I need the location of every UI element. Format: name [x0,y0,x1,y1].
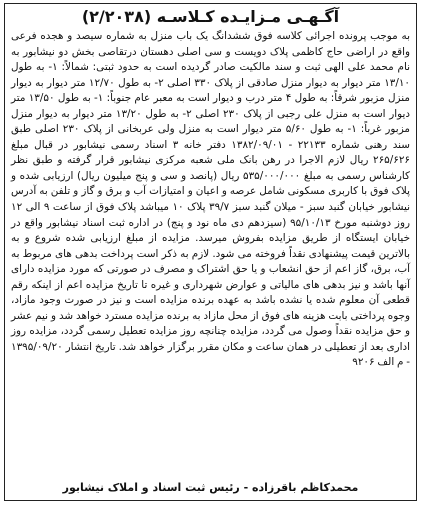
notice-signature: محمدکاظم باقرزاده - رئیس ثبت اسناد و املاک نیشابور [62,481,359,494]
notice-title: آگـهـی مـزایـده کـلاسـه (۲/۲۰۳۸) [81,7,340,26]
auction-notice [4,3,417,501]
notice-body: به موجب پرونده اجرائی کلاسه فوق ششدانگ یک باب منزل به شماره سیصد و هجده فرعی واقع در اراضی حاج کاظمی پلاک دویست و سی اصلی دهستان درتقاصی بخش دو نیشابور به نام محمد علی الهی ثبت و سند مالکیت صادر گردیده است به حدود ثبتی: شمالاً: ۱- به طول ۱۳/۱۰ متر دیوار به دیوار منزل صادقی از پلاک ۳۳۰ اصلی ۲- به طول ۱۲/۷۰ متر دیوار به دیوار منزل مزبور شرقاً: به طول ۴ متر درب و دیوار است به معبر عام جنوباً: ۱- به طول ۱۳/۵۰ متر دیوار است به منزل علی رجبی از پلاک ۲۳۰ اصلی ۲- به طول ۱۳/۲۰ متر دیوار به دیوار منزل مزبور غرباً: ۱- به طول ۵/۶۰ متر دیوار است به منزل ولی عربخانی از پلاک ۲۳۰ اصلی طبق سند رهنی شماره ۲۲۱۳۳ - ۱۳۸۲/۰۹/۰۱ دفتر خانه ۳ اسناد رسمی نیشابور در قبال مبلغ ۲۶۵/۶۲۶ ریال لازم الاجرا در رهن بانک ملی شعبه مرکزی نیشابور قرار گرفته و طبق نظر کارشناس رسمی به مبلغ ۵۳۵/۰۰۰/۰۰۰ ریال (پانصد و سی و پنج میلیون ریال) ارزیابی شده و پلاک فوق با کاربری مسکونی شامل عرصه و اعیان و امتیازات آب و برق و گاز و تلفن به آدرس نیشابور خیابان گنبد سبز - میلان گنبد سبز ۳۹/۷ پلاک ۱۰ میباشد پلاک فوق از ساعت ۹ الی ۱۲ روز دوشنبه مورخ ۹۵/۱۰/۱۳ (سیزدهم دی ماه نود و پنج) در اداره ثبت اسناد نیشابور واقع در خیابان ایستگاه از طریق مزایده بفروش میرسد. مزایده از مبلغ ارزیابی شده شروع و به بالاترین قیمت پیشنهادی نقداً فروخته می شود. لازم به ذکر است پرداخت بدهی های مربوط به آب، برق، گاز اعم از حق انشعاب و یا حق اشتراک و مصرف در صورتی که مورد مزایده دارای آنها باشد و نیز بدهی های مالیاتی و عوارض شهرداری و غیره تا تاریخ مزایده اعم از اینکه رقم قطعی آن معلوم شده یا نشده باشد به عهده برنده مزایده است و نیز در صورت وجود مازاد، وجوه پرداختی بابت هزینه های فوق از محل مازاد به برنده مزایده مسترد خواهد شد و نیم عشر و حق مزایده نقداً وصول می گردد، مزایده چنانچه روز مزایده تعطیل رسمی گردد، مزایده روز اداری بعد از تعطیلی در همان ساعت و مکان مقرر برگزار خواهد شد. تاریخ انتشار ۱۳۹۵/۰۹/۲۰ - م الف ۹۲۰۶ [11,30,411,369]
